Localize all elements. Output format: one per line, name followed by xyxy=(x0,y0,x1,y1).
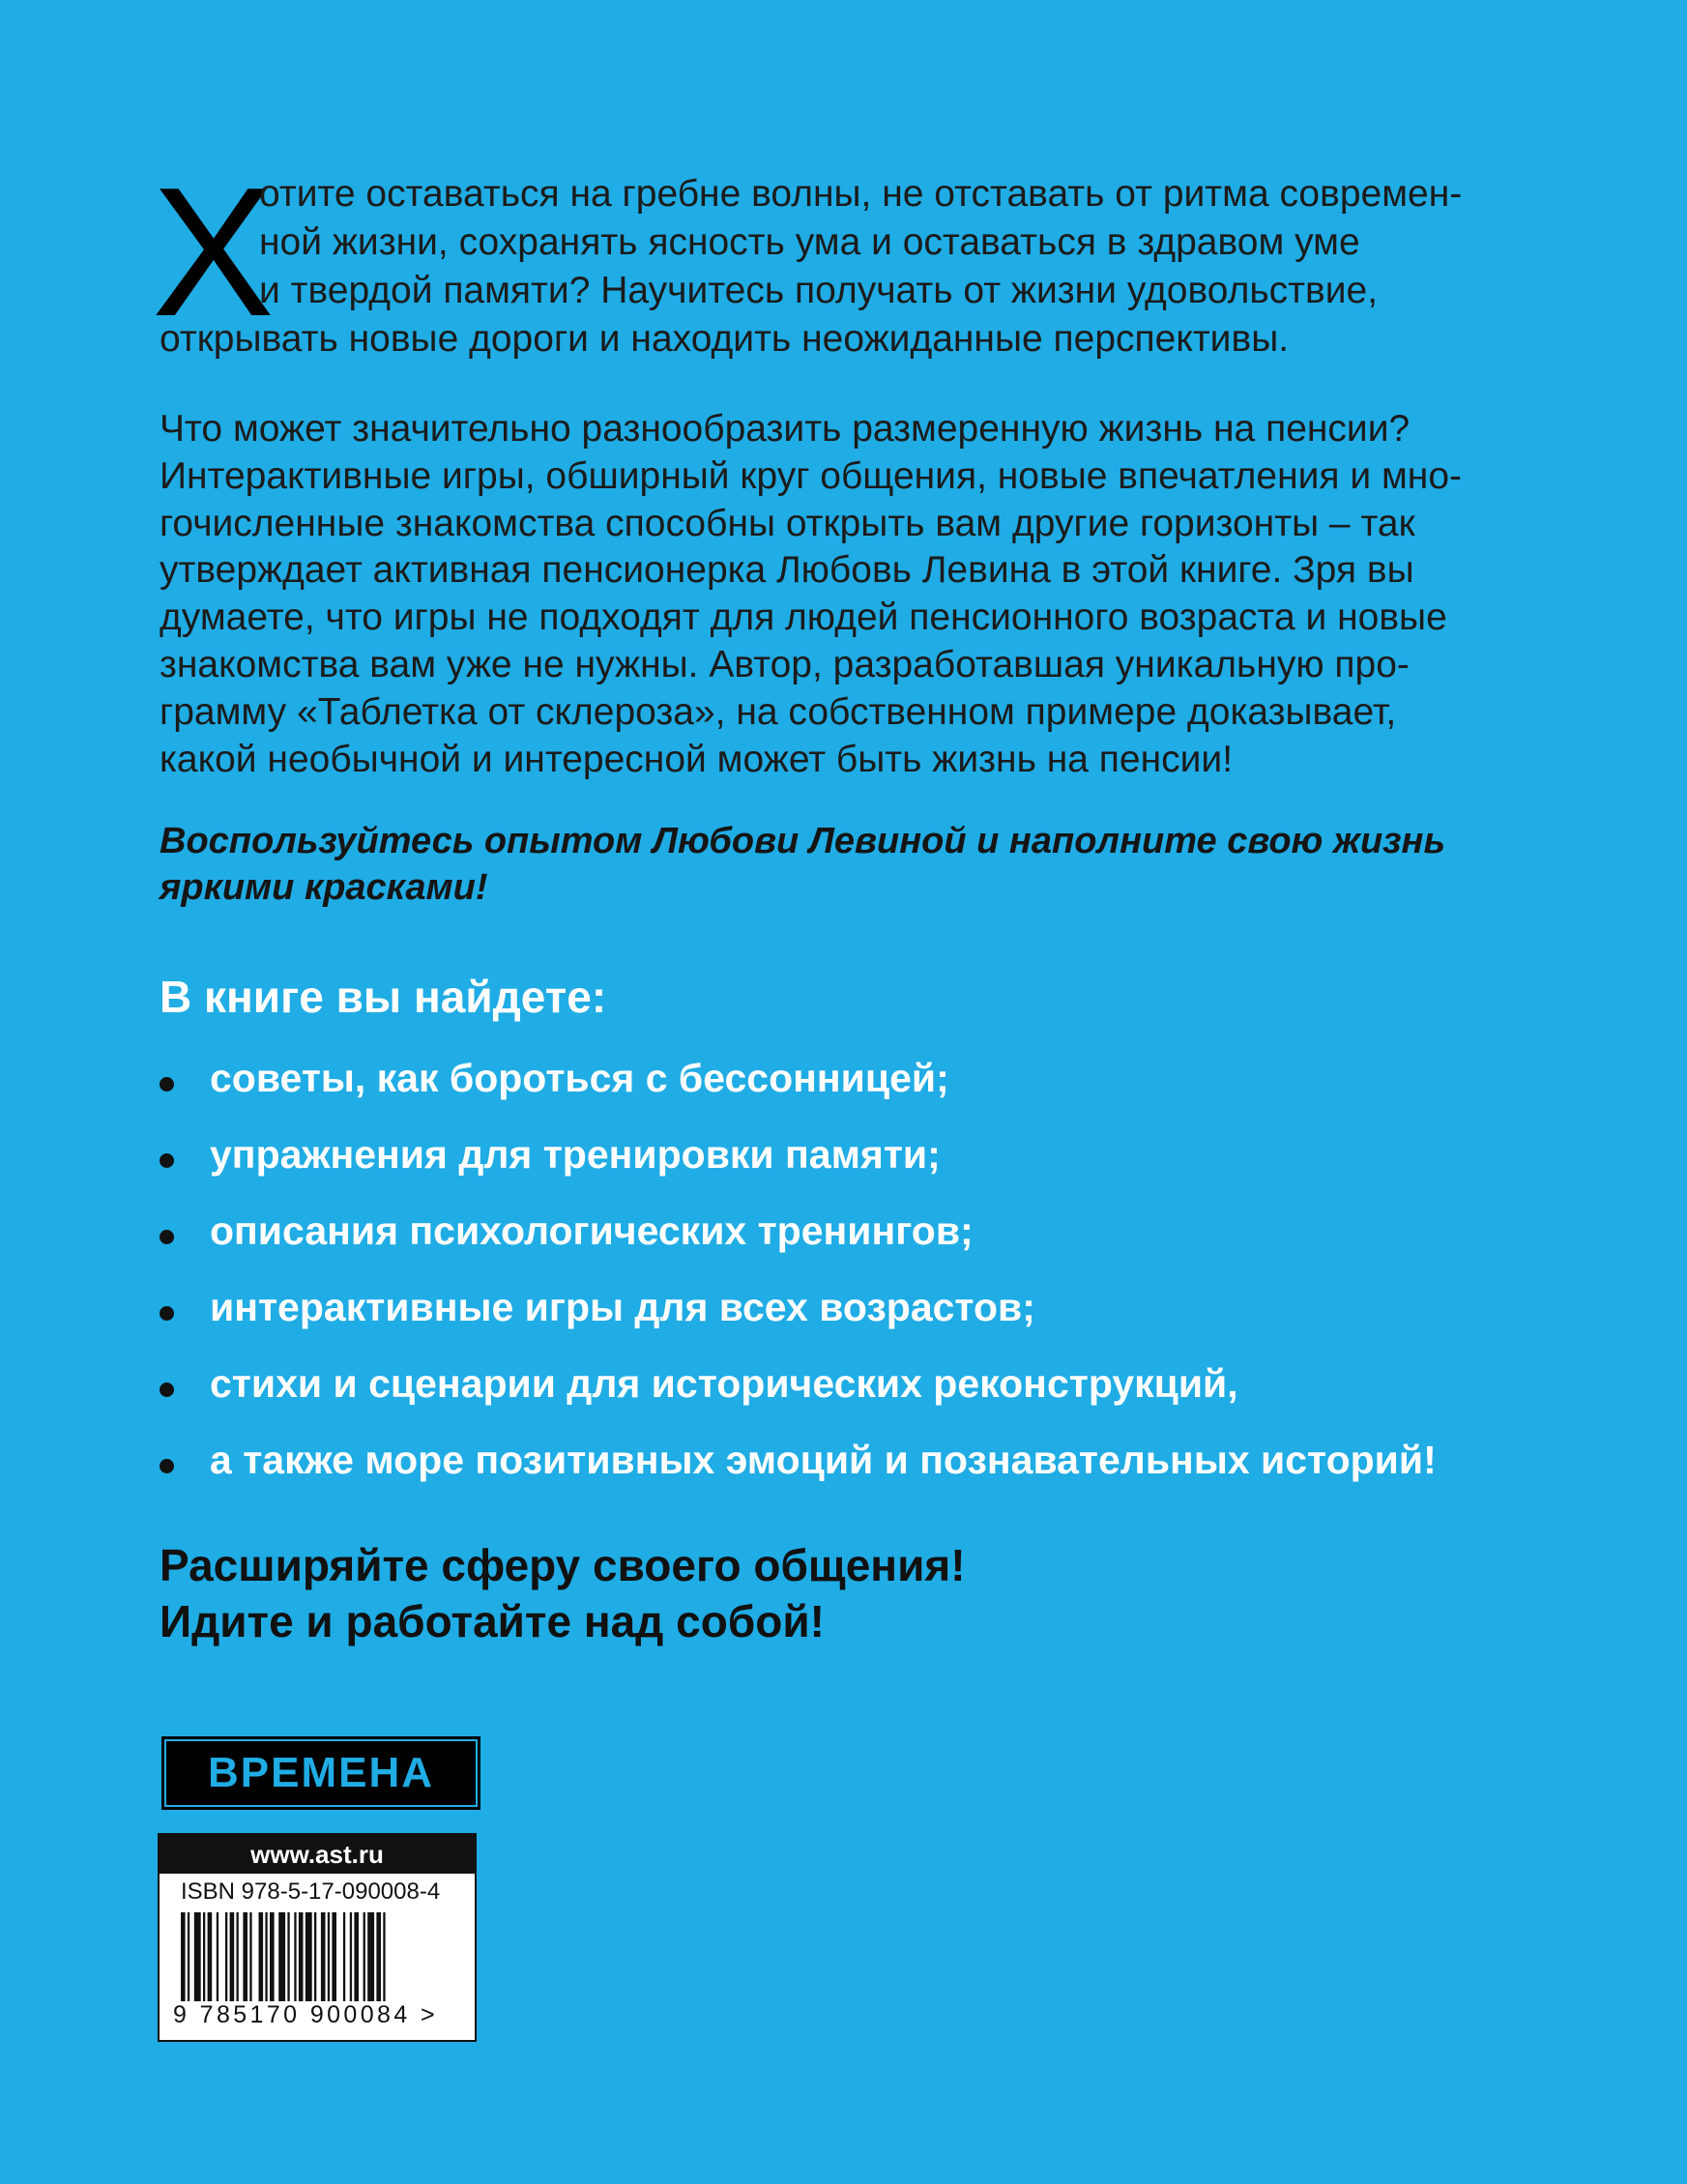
list-item-text: интерактивные игры для всех возрастов; xyxy=(210,1285,1035,1329)
dropcap-letter: Х xyxy=(152,150,275,355)
list-item-text: описания психологических тренингов; xyxy=(210,1208,974,1253)
paragraph-line: Что может значительно разнообразить размеренную жизнь на пенсии? xyxy=(160,408,1411,450)
isbn-block xyxy=(158,1833,477,2042)
bullet-icon xyxy=(160,1306,174,1321)
paragraph-line: какой необычной и интересной может быть жизнь на пенсии! xyxy=(160,738,1234,780)
bullet-icon xyxy=(160,1230,174,1244)
barcode-icon xyxy=(181,1912,461,2001)
description-paragraph xyxy=(160,406,1542,783)
features-heading: В книге вы найдете: xyxy=(160,972,607,1022)
barcode-digits: 9 785170 900084 > xyxy=(173,2001,438,2028)
list-item-text: упражнения для тренировки памяти; xyxy=(210,1132,941,1177)
bullet-icon xyxy=(160,1383,174,1397)
intro-line: и твердой памяти? Научитесь получать от жизни удовольствие, xyxy=(259,270,1379,311)
isbn-number: ISBN 978-5-17-090008-4 xyxy=(181,1878,441,1905)
list-item-text: стихи и сценарии для исторических реконструкций, xyxy=(210,1361,1238,1406)
intro-line: ной жизни, сохранять ясность ума и оставаться в здравом уме xyxy=(259,221,1360,263)
list-item-text: а также море позитивных эмоций и познавательных историй! xyxy=(210,1438,1437,1482)
paragraph-line: грамму «Таблетка от склероза», на собственном примере доказывает, xyxy=(160,690,1397,733)
callout-line: яркими красками! xyxy=(160,867,488,908)
intro-paragraph xyxy=(160,170,1542,364)
paragraph-line: думаете, что игры не подходят для людей пенсионного возраста и новые xyxy=(160,597,1447,639)
bullet-icon xyxy=(160,1459,174,1473)
paragraph-line: утверждает активная пенсионерка Любовь Левина в этой книге. Зря вы xyxy=(160,549,1414,592)
bullet-icon xyxy=(160,1077,174,1092)
paragraph-line: гочисленные знакомства способны открыть вам другие горизонты – так xyxy=(160,502,1415,544)
slogan-line: Расширяйте сферу своего общения! xyxy=(160,1540,966,1590)
callout-line: Воспользуйтесь опытом Любови Левиной и наполните свою жизнь xyxy=(160,821,1446,861)
bullet-icon xyxy=(160,1153,174,1168)
paragraph-line: знакомства вам уже не нужны. Автор, разработавшая уникальную про- xyxy=(160,643,1410,685)
slogan-line: Идите и работайте над собой! xyxy=(160,1596,825,1646)
list-item-text: советы, как бороться с бессонницей; xyxy=(210,1056,949,1100)
intro-line: открывать новые дороги и находить неожиданные перспективы. xyxy=(160,318,1290,360)
intro-line: отите оставаться на гребне волны, не отставать от ритма современ- xyxy=(259,173,1463,215)
publisher-logo xyxy=(161,1736,480,1810)
website-url: www.ast.ru xyxy=(160,1835,475,1874)
publisher-logo-text: ВРЕМЕНА xyxy=(164,1739,478,1807)
paragraph-line: Интерактивные игры, обширный круг общения, новые впечатления и мно- xyxy=(160,454,1463,497)
closing-slogan xyxy=(160,1537,966,1649)
callout-text xyxy=(160,818,1542,911)
